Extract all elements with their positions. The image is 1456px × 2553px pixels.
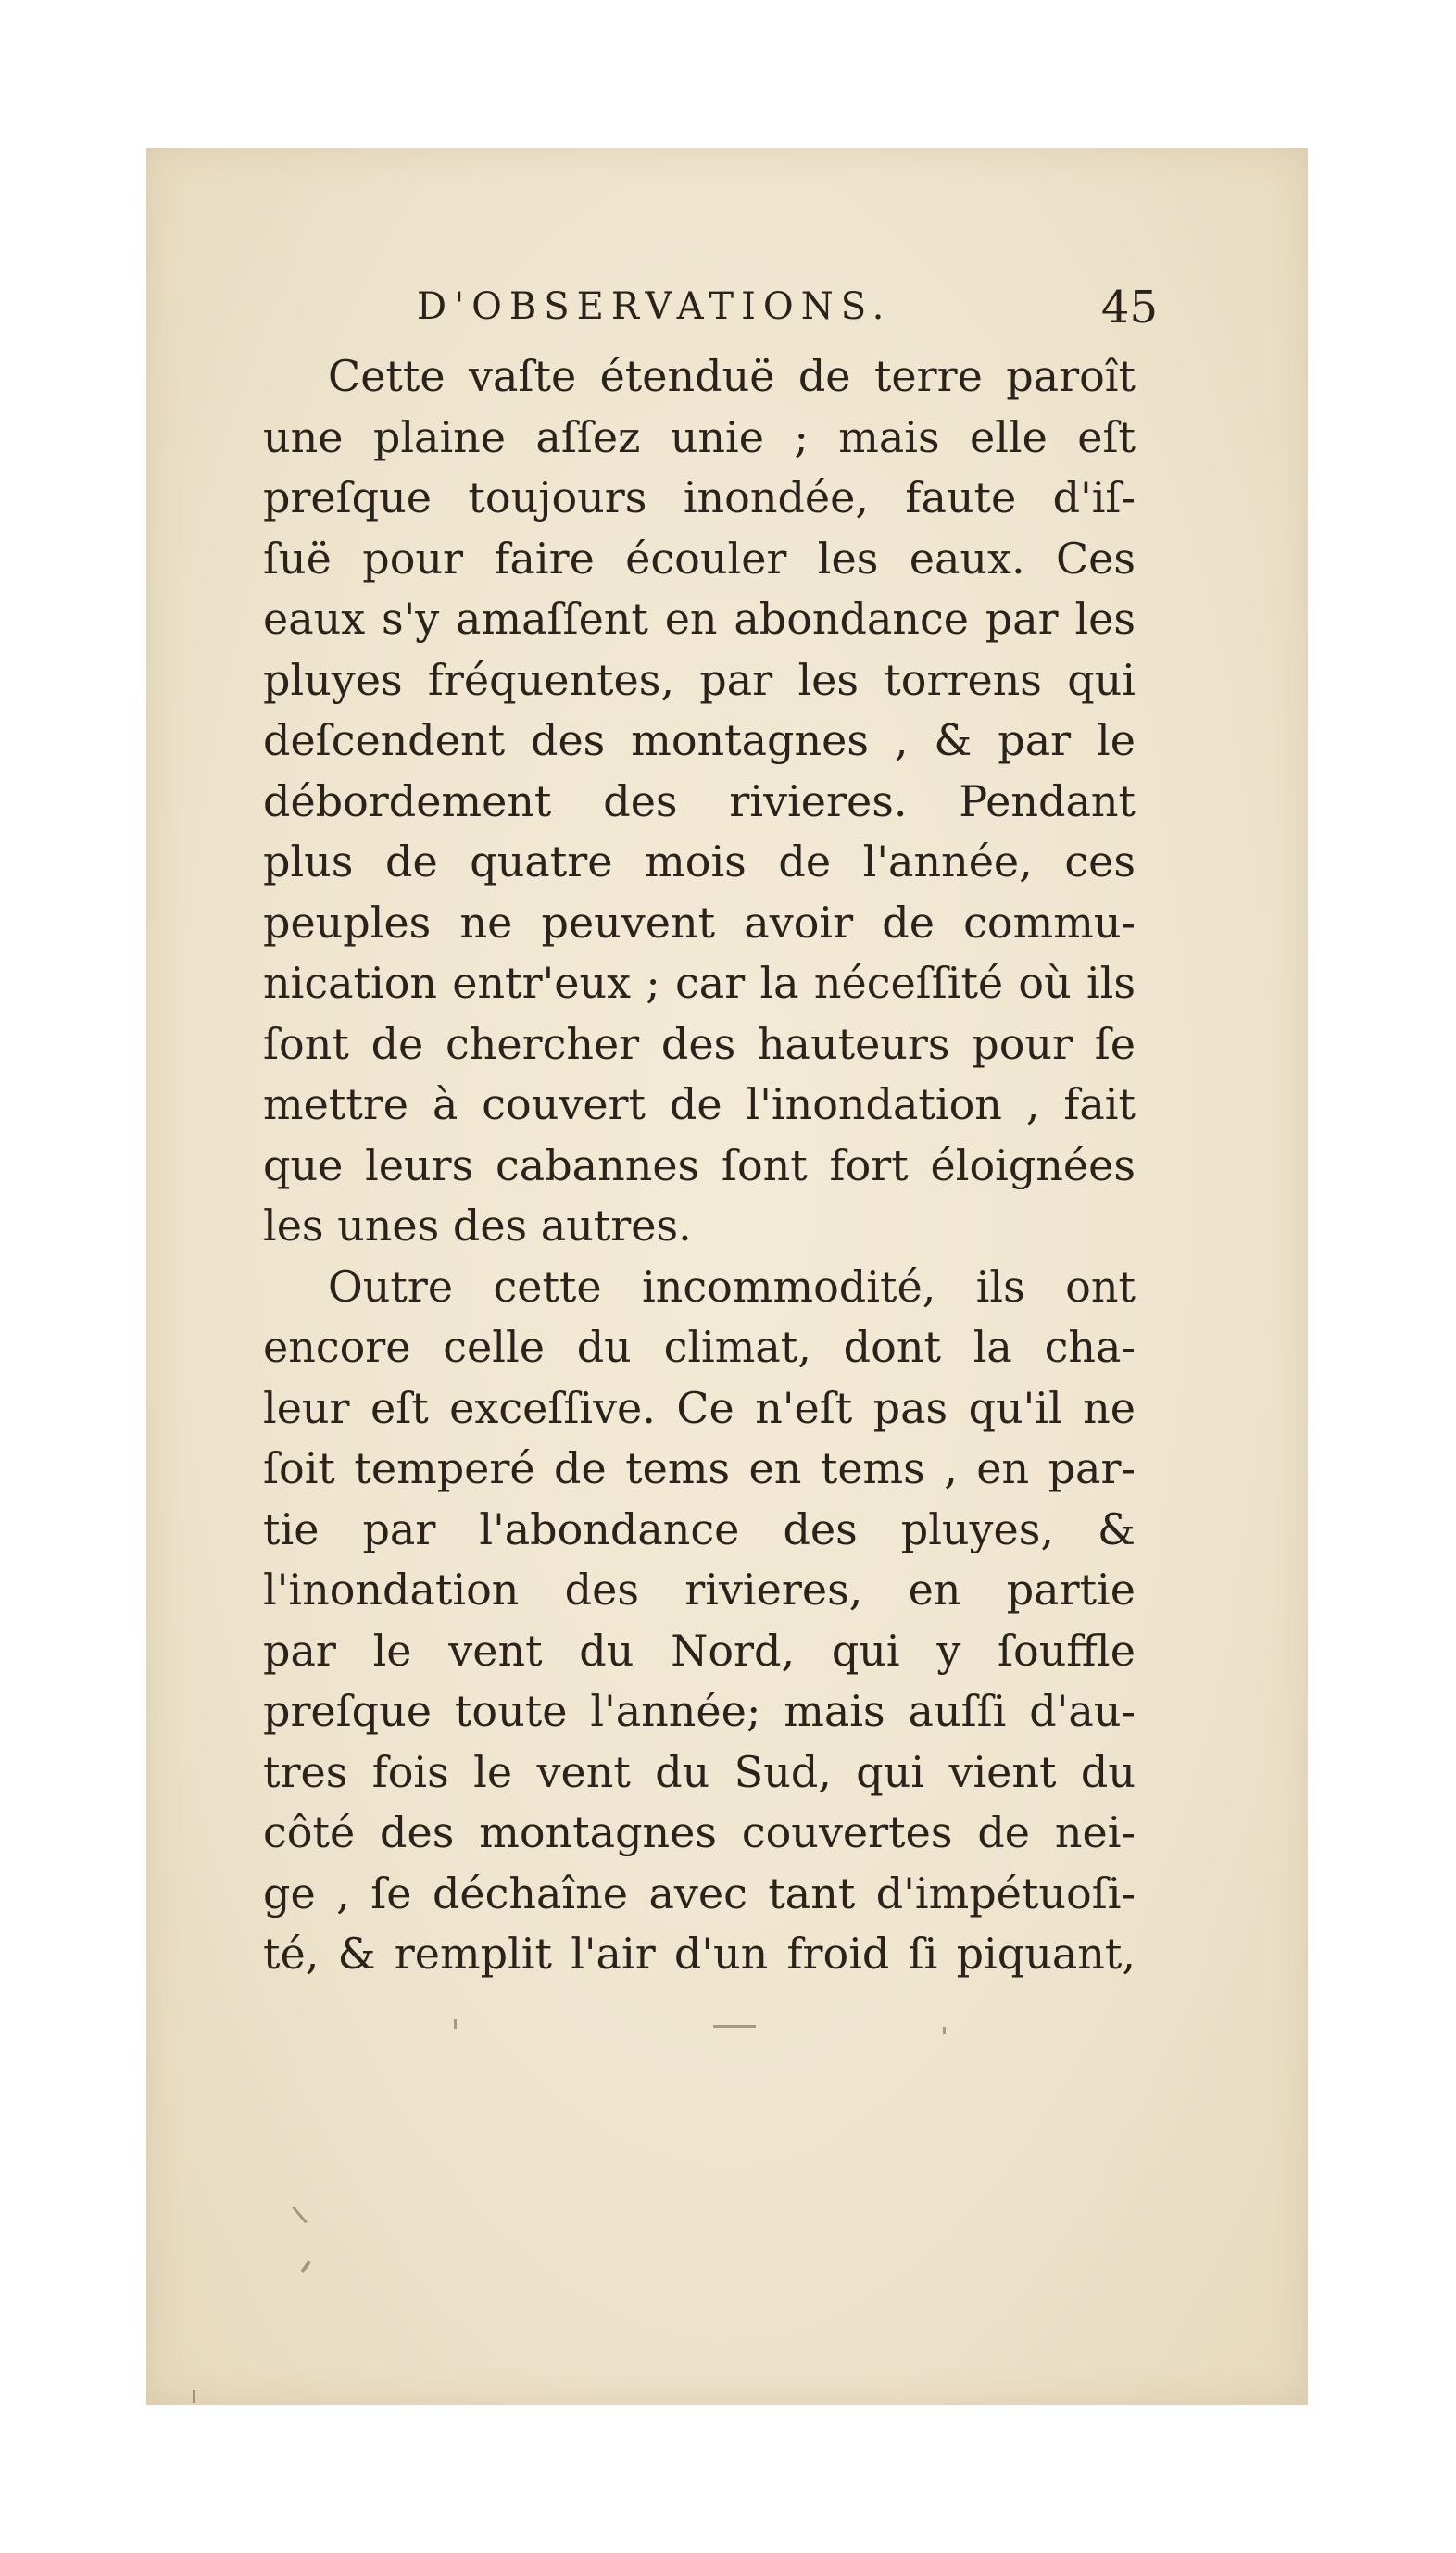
paper-mark	[943, 2027, 946, 2034]
paper-mark	[454, 2019, 457, 2029]
text-line: nication entr'eux ; car la néceſſité où ils	[263, 958, 1136, 1008]
text-line: leur eſt exceſſive. Ce n'eſt pas qu'il ne	[263, 1382, 1136, 1433]
text-line: côté des montagnes couvertes de nei-	[263, 1807, 1136, 1857]
text-line: encore celle du climat, dont la cha-	[263, 1322, 1136, 1372]
text-line: plus de quatre mois de l'année, ces	[263, 836, 1136, 887]
paper-mark	[193, 2390, 195, 2403]
text-line: les unes des autres.	[263, 1201, 692, 1251]
text-line: Cette vaſte étenduë de terre paroît	[328, 351, 1136, 401]
text-line: té, & remplit l'air d'un froid ſi piquant,	[263, 1929, 1136, 1979]
text-line: tie par l'abondance des pluyes, &	[263, 1503, 1136, 1554]
text-line: Outre cette incommodité, ils ont	[328, 1261, 1136, 1312]
page-number: 45	[1100, 282, 1158, 333]
text-line: ſuë pour faire écouler les eaux. Ces	[263, 533, 1136, 584]
text-line: deſcendent des montagnes , & par le	[263, 715, 1136, 765]
paragraph-2	[263, 1257, 1136, 1985]
paper-mark	[713, 2025, 756, 2028]
text-line: mettre à couvert de l'inondation , fait	[263, 1079, 1136, 1129]
text-line: ſont de chercher des hauteurs pour ſe	[263, 1018, 1136, 1069]
text-line: ge , ſe déchaîne avec tant d'impétuoſi-	[263, 1868, 1136, 1918]
text-line: que leurs cabannes ſont fort éloignées	[263, 1139, 1136, 1190]
text-line: une plaine aſſez unie ; mais elle eſt	[263, 411, 1136, 462]
text-line: débordement des rivieres. Pendant	[263, 775, 1136, 826]
running-head: D'OBSERVATIONS.	[417, 285, 892, 328]
text-line: pluyes fréquentes, par les torrens qui	[263, 654, 1136, 705]
text-line: tres fois le vent du Sud, qui vient du	[263, 1746, 1136, 1797]
text-line: par le vent du Nord, qui y ſouffle	[263, 1625, 1136, 1676]
text-line: preſque toute l'année; mais auſſi d'au-	[263, 1686, 1136, 1736]
text-line: ſoit temperé de tems en tems , en par-	[263, 1443, 1136, 1493]
text-line: eaux s'y amaſſent en abondance par les	[263, 594, 1136, 644]
body-text	[263, 346, 1136, 1985]
text-line: l'inondation des rivieres, en partie	[263, 1565, 1136, 1615]
text-line: preſque toujours inondée, faute d'iſ-	[263, 472, 1136, 522]
page-header	[269, 282, 1158, 350]
paragraph-1	[263, 346, 1136, 1257]
text-line: peuples ne peuvent avoir de commu-	[263, 897, 1136, 948]
